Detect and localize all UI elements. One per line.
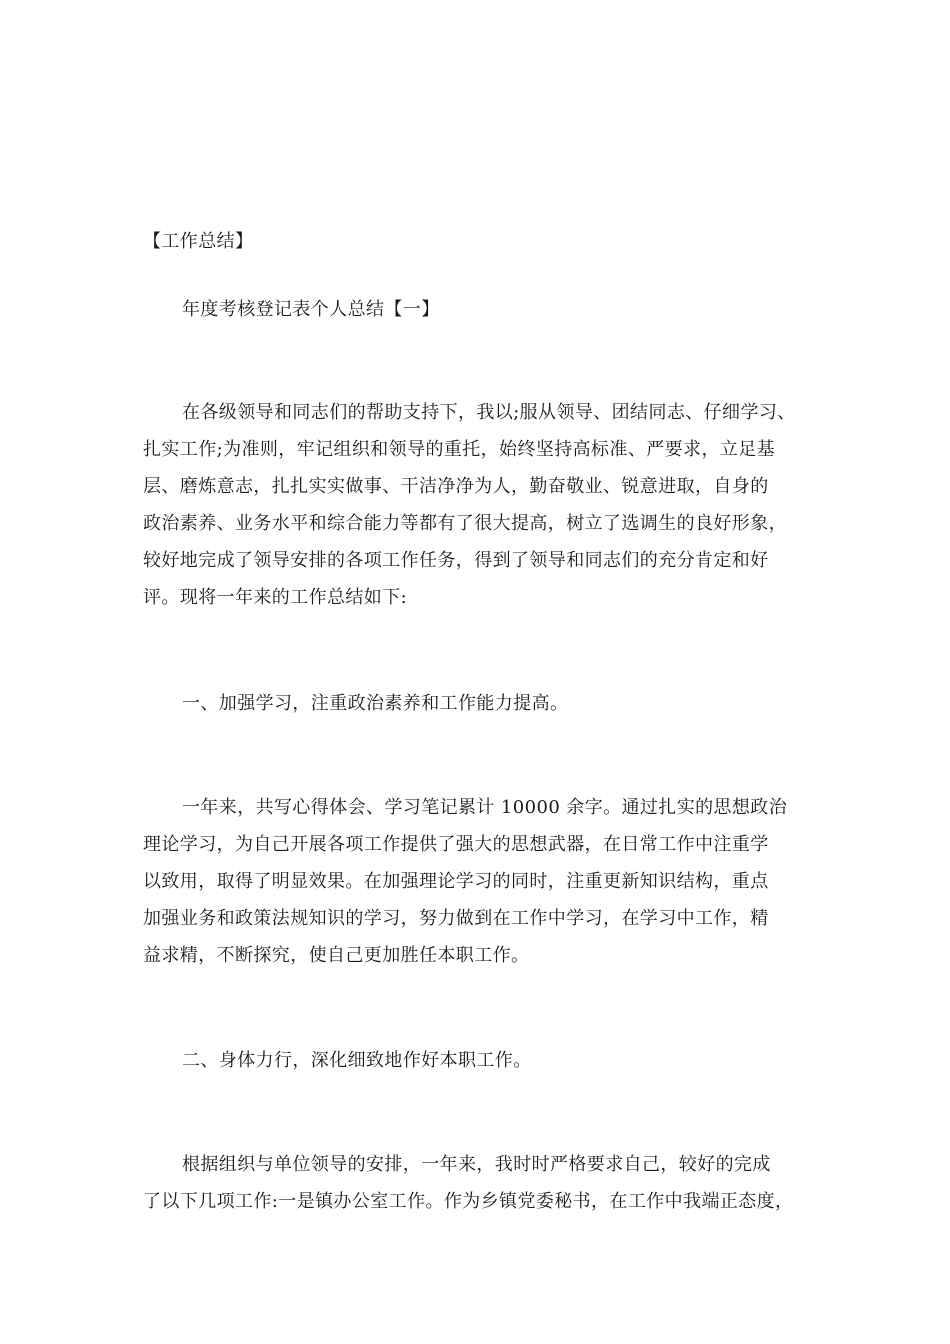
section-heading-2: 二、身体力行，深化细致地作好本职工作。 [182,1050,532,1071]
document-subtitle: 年度考核登记表个人总结【一】 [182,299,440,320]
paragraph-line: 加强业务和政策法规知识的学习，努力做到在工作中学习，在学习中工作，精 [143,908,769,929]
paragraph-line: 根据组织与单位领导的安排，一年来，我时时严格要求自己，较好的完成 [182,1154,771,1175]
section-tag: 【工作总结】 [143,231,254,252]
paragraph-line: 理论学习，为自己开展各项工作提供了强大的思想武器，在日常工作中注重学 [143,834,769,855]
paragraph-line: 了以下几项工作:一是镇办公室工作。作为乡镇党委秘书，在工作中我端正态度， [143,1191,794,1212]
paragraph-line: 层、磨炼意志，扎扎实实做事、干洁净净为人，勤奋敬业、锐意进取，自身的 [143,476,769,497]
paragraph-line: 益求精，不断探究，使自己更加胜任本职工作。 [143,945,530,966]
paragraph-line: 扎实工作;为准则，牢记组织和领导的重托，始终坚持高标准、严要求，立足基 [143,439,776,460]
paragraph-line: 以致用，取得了明显效果。在加强理论学习的同时，注重更新知识结构，重点 [143,871,769,892]
paragraph-line: 在各级领导和同志们的帮助支持下，我以;服从领导、团结同志、仔细学习、 [182,402,796,423]
paragraph-line: 一年来，共写心得体会、学习笔记累计 10000 余字。通过扎实的思想政治 [182,797,788,818]
paragraph-line: 政治素养、业务水平和综合能力等都有了很大提高，树立了选调生的良好形象， [143,513,787,534]
paragraph-line: 评。现将一年来的工作总结如下: [143,587,408,608]
paragraph-line: 较好地完成了领导安排的各项工作任务，得到了领导和同志们的充分肯定和好 [143,550,769,571]
section-heading-1: 一、加强学习，注重政治素养和工作能力提高。 [182,693,569,714]
